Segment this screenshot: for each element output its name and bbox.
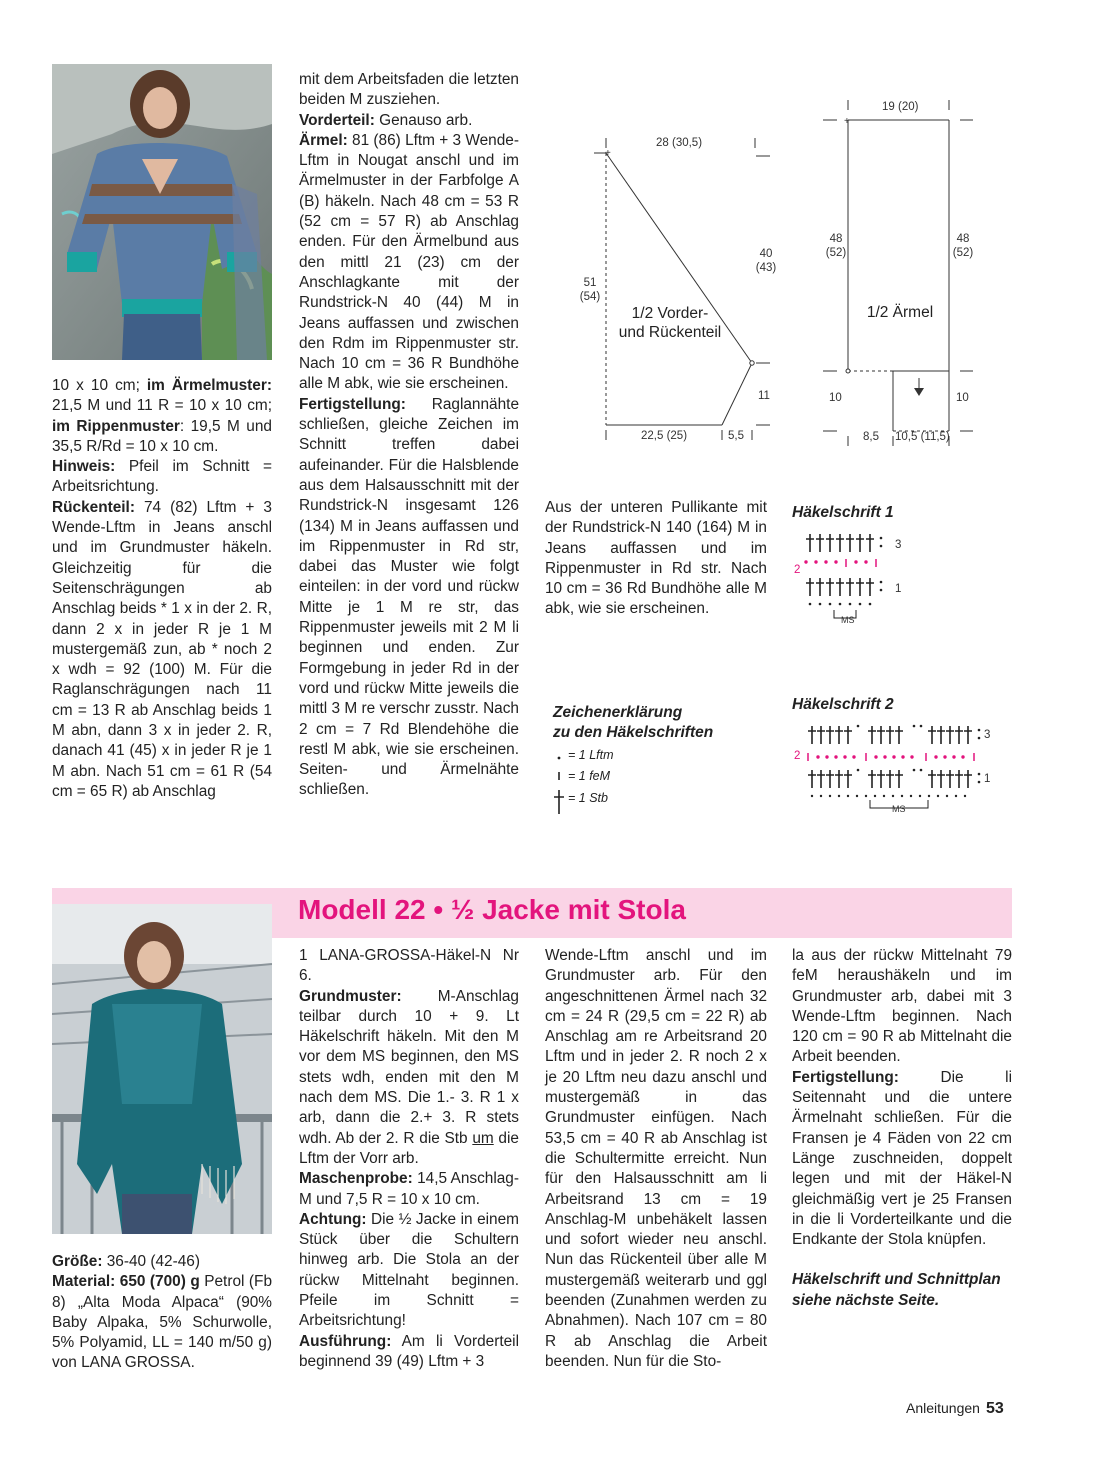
paragraph-gauge <box>52 376 272 457</box>
paragraph-waistband <box>545 498 767 620</box>
text-run: Die ½ Jacke in einem Stück über die Schultern hinweg arb. Die Stola an der rückw Mittelnaht beginnen. Pfeile im Schnitt = Arbeitsrichtung! <box>299 1210 519 1330</box>
page-number: 53 <box>985 1400 1004 1417</box>
piece-label-front <box>600 304 740 342</box>
dim-bottom: 22,5 (25) <box>641 430 688 442</box>
chart2-row3: 3 <box>984 729 991 741</box>
m22-text-column-4 <box>792 946 1012 1311</box>
text-run: 36-40 (42-46) <box>102 1253 200 1270</box>
paragraph-front <box>299 111 519 131</box>
schematic-sleeve <box>815 96 1005 456</box>
crochet-chart-2 <box>790 720 1005 820</box>
legend-title <box>553 703 713 743</box>
text-run: 74 (82) Lftm + 3 Wende-Lftm in Jeans anschl und im Grundmuster häkeln. Gleichzeitig für die Seitenschrägungen ab Anschlag beids * 1 x in der 2. R, dann 2 x in jeder R je 1 M mustergemäß zun, ab * noch 2 x wdh = 92 (100) M. Für die Raglanschrägungen nach 11 cm = 13 R ab Anschlag beids 1 M abn, dann 3 x in jeder 2. R, danach 41 (45) x in jeder R je 1 M abn. Nach 51 cm = 61 R (54 cm = 65 R) ab Anschlag <box>52 498 272 800</box>
dim-left-a: 51 <box>583 277 597 289</box>
bold-label: Material: 650 (700) g <box>52 1273 200 1291</box>
bold-label: im Rippenmuster <box>52 417 180 435</box>
paragraph-size <box>52 1252 272 1272</box>
sweater-photo <box>52 64 272 360</box>
chart2-row2: 2 <box>794 750 801 762</box>
text-run: Genauso arb. <box>374 111 473 129</box>
sleeve-dim-right <box>948 232 978 260</box>
legend-item-dc: = 1 Stb <box>568 791 608 805</box>
paragraph-note <box>52 457 272 498</box>
paragraph-attention <box>299 1210 519 1332</box>
text-column-1 <box>52 376 272 802</box>
paragraph-execution-cont <box>545 946 767 1372</box>
schematic-front-back <box>560 120 780 450</box>
paragraph-finishing-m22 <box>792 1068 1012 1251</box>
text-run: : 19,5 M und 35,5 R/Rd = 10 x 10 cm. <box>52 417 272 455</box>
text-run: 81 (86) Lftm + 3 Wende-Lftm in Nougat anschl und im Ärmelmuster in der Farbfolge A (B) häkeln. Nach 48 cm = 53 R (52 cm = 57 R) ab Anschlag enden. Für den Ärmelbund aus den mittl 21 (23) cm der Anschlagkante mit der Rundstrick-N 40 (44) M in Jeans auffassen und zwischen den Rdm im Rippenmuster str. Nach 10 cm = 36 R Bundhöhe alle M abk, wie sie erscheinen. <box>299 131 519 393</box>
paragraph-gauge-m22 <box>299 1169 519 1210</box>
chart1-ms: MS <box>841 615 855 625</box>
crochet-chart-1-title: Häkelschrift 1 <box>792 504 894 521</box>
text-run: mit dem Arbeitsfaden die letzten beiden M zusziehen. <box>299 71 519 109</box>
bold-label: Maschenprobe: <box>299 1170 413 1188</box>
text-run: Aus der unteren Pullikante mit der Rundstrick-N 140 (164) M in Jeans auffassen und im Rippenmuster in Rd str. Nach 10 cm = 36 Rd Bundhöhe alle M abk, wie sie erscheinen. <box>545 499 767 618</box>
sleeve-dim-top: 19 (20) <box>882 101 919 113</box>
svg-text:+: + <box>844 116 850 127</box>
paragraph-stola <box>792 946 1012 1068</box>
text-run: 21,5 M und 11 R = 10 x 10 cm; <box>52 397 272 415</box>
text-run: Wende-Lftm anschl und im Grundmuster arb. Für den angeschnittenen Ärmel nach 32 cm = 24 R (29,5 cm = 22 R) ab Anschlag am re Arbeitsrand 20 Lftm und in jeder 2. R noch 2 x je 20 Lftm neu dazu anschl und mustergemäß in das Grundmuster einfügen. Nach 53,5 cm = 40 R ab Anschlag ist die Schultermitte erreicht. Nun für den Halsausschnitt am li Arbeitsrand 13 cm = 19 Anschlag-M unbehäkelt lassen und sofort wieder neu anschl. Nun das Rückenteil über alle M mustergemäß weiterarb und ggl beenden (Zunahmen werden zu Abnahmen). Nach 107 cm = 80 R ab Anschlag die Arbeit beenden. Nun für die Sto- <box>545 947 767 1370</box>
legend-item-chain: = 1 Lftm <box>568 748 614 762</box>
bold-label: Ärmel: <box>299 131 348 149</box>
dim-left-b: (54) <box>579 291 601 303</box>
text-run: die Lftm der Vorr arb. <box>299 1129 519 1167</box>
paragraph-reference <box>792 1270 1012 1311</box>
legend-item-sc: = 1 feM <box>568 769 611 783</box>
jacket-stola-photo <box>52 904 272 1234</box>
paragraph-needle <box>299 946 519 987</box>
dim-bottom-right: 5,5 <box>728 430 744 442</box>
sleeve-dim-r10: 10 <box>956 392 969 404</box>
text-run: 14,5 Anschlag-M und 7,5 R = 10 x 10 cm. <box>299 1170 519 1208</box>
text-column-2 <box>299 70 519 801</box>
sleeve-dim-l10: 10 <box>829 392 842 404</box>
bold-label: Vorderteil: <box>299 111 375 129</box>
bold-label: Hinweis: <box>52 458 116 476</box>
text-run: Petrol (Fb 8) „Alta Moda Alpaca“ (90% Baby Alpaka, 5% Schurwolle, 5% Polyamid, LL = 140 m/50 g) von LANA GROSSA. <box>52 1273 272 1372</box>
m22-text-column-1 <box>52 1252 272 1374</box>
paragraph-execution <box>299 1332 519 1373</box>
bold-label: Fertigstellung: <box>792 1068 899 1086</box>
paragraph-back <box>52 498 272 802</box>
bold-label: Größe: <box>52 1253 103 1270</box>
section-title: Modell 22 • ½ Jacke mit Stola <box>298 894 686 925</box>
chart1-row2: 2 <box>794 564 801 576</box>
dim-top: 28 (30,5) <box>656 137 703 149</box>
sleeve-dim-b2: 10,5 (11,5) <box>895 431 950 443</box>
chart1-row3: 3 <box>895 539 902 551</box>
text-run: 10 x 10 cm; <box>52 377 147 394</box>
legend-title-a: Zeichenerklärung <box>553 704 683 721</box>
sleeve-dim-right-b: (52) <box>952 247 974 259</box>
text-run: la aus der rückw Mittelnaht 79 feM heraushäkeln und im Grundmuster arb, dabei mit 3 Wende-Lftm beginnen. Nach 120 cm = 90 R ab Mittelnaht die Arbeit beenden. <box>792 947 1012 1066</box>
dim-right <box>750 247 782 275</box>
paragraph-finishing <box>299 395 519 801</box>
m22-text-column-2 <box>299 946 519 1372</box>
legend-title-b: zu den Häkelschriften <box>553 724 714 741</box>
sleeve-dim-b1: 8,5 <box>863 431 879 443</box>
text-run: Am li Vorderteil beginnend 39 (49) Lftm + 3 <box>299 1332 519 1370</box>
m22-text-column-3 <box>545 946 767 1372</box>
text-run: Raglannähte schließen, gleiche Zeichen im Schnitt treffen dabei aufeinander. Für die Halsblende aus dem Halsausschnitt mit der Rundstrick-N insgesamt 126 (134) M in Jeans auffassen und im Rippenmuster in Rd str, dabei das Muster wie folgt einteilen: in der vord und rückw Mitte je 1 M re str, das Rippenmuster jeweils mit 2 M li beginnen und enden. Zur Formgebung in jeder Rd in der vord und rückw Mitte jeweils die mittl 3 M re verschr zusstr. Nach 2 cm = 7 Rd Blendehöhe die restl M abk, wie sie erscheinen. Seiten- und Ärmelnähte schließen. <box>299 395 519 799</box>
crochet-chart-1 <box>790 530 920 630</box>
dim-right-a: 40 <box>759 248 773 260</box>
paragraph-pattern <box>299 987 519 1170</box>
footer-section: Anleitungen <box>906 1400 980 1416</box>
bold-label: Fertigstellung: <box>299 395 406 413</box>
sleeve-dim-right-a: 48 <box>956 233 970 245</box>
piece-label-front-a: 1/2 Vorder- <box>631 305 709 322</box>
text-column-3 <box>545 498 767 620</box>
piece-label-front-b: und Rückenteil <box>618 324 722 341</box>
text-run: Pfeil im Schnitt = Arbeitsrichtung. <box>52 458 272 496</box>
chart1-row1: 1 <box>895 583 902 595</box>
chart2-row1: 1 <box>984 773 991 785</box>
sleeve-dim-left-a: 48 <box>829 233 843 245</box>
bold-label: Grundmuster: <box>299 987 402 1005</box>
svg-text:+: + <box>605 148 611 159</box>
paragraph-cont <box>299 70 519 111</box>
bold-label: Häkelschrift und Schnittplan siehe nächste Seite. <box>792 1271 1001 1309</box>
text-run: M-Anschlag teilbar durch 10 + 9. Lt Häkelschrift häkeln. Mit den M vor dem MS beginnen, den MS stets wdh, enden mit den M nach dem MS. Die 1.- 3. R 1 x arb, dann die 2.+ 3. R stets wdh. Ab der 2. R die Stb <box>299 987 519 1147</box>
sleeve-dim-left <box>821 232 851 260</box>
text-run: 1 LANA-GROSSA-Häkel-N Nr 6. <box>299 947 519 985</box>
bold-label: Ausführung: <box>299 1332 392 1350</box>
bold-label: Achtung: <box>299 1210 367 1228</box>
sleeve-dim-left-b: (52) <box>825 247 847 259</box>
chart2-ms: MS <box>892 804 906 814</box>
page-footer <box>906 1400 1004 1418</box>
dim-right-11: 11 <box>758 390 770 402</box>
bold-label: im Ärmelmuster: <box>146 377 272 394</box>
bold-label: Rückenteil: <box>52 498 135 516</box>
paragraph-material <box>52 1272 272 1373</box>
paragraph-sleeve <box>299 131 519 395</box>
piece-label-sleeve: 1/2 Ärmel <box>866 304 934 321</box>
dim-left <box>574 276 606 304</box>
crochet-chart-2-title: Häkelschrift 2 <box>792 696 894 713</box>
dim-right-b: (43) <box>755 262 777 274</box>
text-run: Die li Seitennaht und die untere Ärmelnaht schließen. Für die Fransen je 4 Fäden von 22 cm Länge zuschneiden, doppelt legen und mit der Häkel-N gleichmäßig vert je 25 Fransen in die li Vorderteilkante und die Endkante der Stola knüpfen. <box>792 1068 1012 1249</box>
text-run: um <box>472 1129 494 1147</box>
